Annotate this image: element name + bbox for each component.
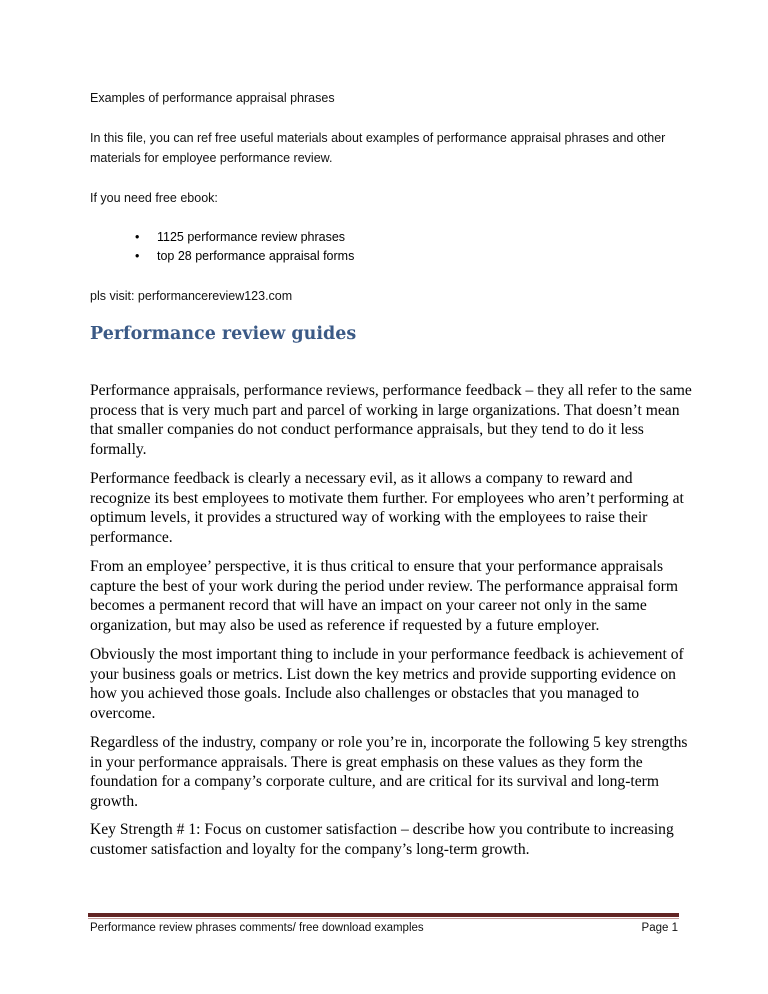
footer-rule <box>88 913 679 917</box>
visit-link-text: pls visit: performancereview123.com <box>90 289 293 303</box>
paragraph <box>90 820 674 859</box>
para-line: Performance appraisals, performance reviews, performance feedback – they all refer to the same <box>90 382 692 399</box>
para-line: capture the best of your work during the period under review. The performance appraisal form <box>90 577 679 595</box>
paragraph <box>90 733 687 811</box>
para-line: in your performance appraisals. There is great emphasis on these values as they form the <box>90 753 643 771</box>
para-line: Regardless of the industry, company or role you’re in, incorporate the following 5 key strengths <box>90 734 688 751</box>
para-line: your business goals or metrics. List down the key metrics and provide supporting evidence on <box>90 665 676 683</box>
para-line: recognize its best employees to motivate them further. For employees who aren’t performing at <box>90 489 684 507</box>
footer-rule-thin <box>88 918 679 919</box>
para-line: organization, but may also be used as reference if requested by a future employer. <box>90 616 600 634</box>
bullet-icon: • <box>135 230 140 244</box>
ebook-label: If you need free ebook: <box>90 191 218 205</box>
doc-title: Examples of performance appraisal phrases <box>90 91 335 105</box>
para-line: becomes a permanent record that will have an impact on your career not only in the same <box>90 597 647 615</box>
para-line: performance. <box>90 528 173 546</box>
para-line: customer satisfaction and loyalty for the company’s long-term growth. <box>90 840 530 858</box>
page-number: Page 1 <box>641 922 678 934</box>
para-line: optimum levels, it provides a structured way of working with the employees to raise their <box>90 509 648 527</box>
para-line: overcome. <box>90 704 156 722</box>
para-line: formally. <box>90 440 147 458</box>
section-heading: Performance review guides <box>90 324 357 344</box>
paragraph <box>90 469 684 547</box>
paragraph <box>90 645 684 723</box>
intro-line-2: materials for employee performance review. <box>90 151 333 165</box>
para-line: From an employee’ perspective, it is thus critical to ensure that your performance appraisals <box>90 558 664 575</box>
para-line: growth. <box>90 792 139 810</box>
para-line: Performance feedback is clearly a necessary evil, as it allows a company to reward and <box>90 470 633 487</box>
paragraph <box>90 381 692 459</box>
para-line: Key Strength # 1: Focus on customer satisfaction – describe how you contribute to increasing <box>90 821 674 838</box>
para-line: how you achieved those goals. Include also challenges or obstacles that you managed to <box>90 685 640 703</box>
bullet-icon: • <box>135 249 140 263</box>
para-line: process that is very much part and parcel of working in large organizations. That doesn’t mean <box>90 401 680 419</box>
intro-line-1: In this file, you can ref free useful materials about examples of performance appraisal phrases and other <box>90 131 666 145</box>
paragraph <box>90 557 678 635</box>
para-line: foundation for a company’s corporate culture, and are critical for its survival and long-term <box>90 773 659 791</box>
para-line: Obviously the most important thing to include in your performance feedback is achievement of <box>90 646 684 663</box>
footer-text: Performance review phrases comments/ free download examples <box>90 922 424 934</box>
para-line: that smaller companies do not conduct performance appraisals, but they tend to do it less <box>90 421 644 439</box>
